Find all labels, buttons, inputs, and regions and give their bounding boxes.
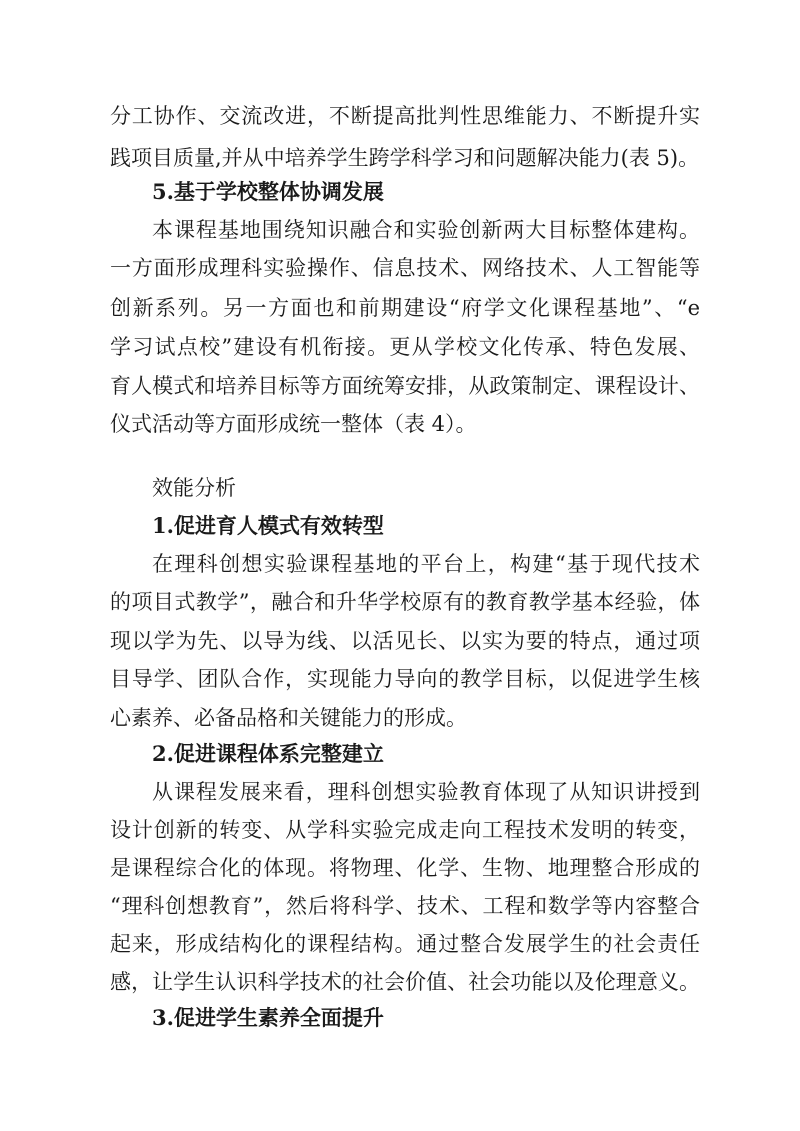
section-heading: 5.基于学校整体协调发展 bbox=[152, 179, 384, 204]
paragraph-line: 仪式活动等方面形成统一整体（表 4）。 bbox=[110, 412, 477, 436]
paragraph-line: 本课程基地围绕知识融合和实验创新两大目标整体建构。 bbox=[152, 218, 700, 242]
paragraph-line: 心素养、必备品格和关键能力的形成。 bbox=[110, 706, 467, 730]
paragraph-line: “理科创想教育”，然后将科学、技术、工程和数学等内容整合 bbox=[110, 894, 700, 918]
paragraph-line: 一方面形成理科实验操作、信息技术、网络技术、人工智能等 bbox=[110, 256, 700, 280]
paragraph-line: 起来，形成结构化的课程结构。通过整合发展学生的社会责任 bbox=[110, 932, 700, 956]
paragraph-line: 从课程发展来看，理科创想实验教育体现了从知识讲授到 bbox=[152, 780, 700, 804]
paragraph-line: 目导学、团队合作，实现能力导向的教学目标，以促进学生核 bbox=[110, 667, 700, 691]
section-heading: 3.促进学生素养全面提升 bbox=[152, 1005, 384, 1030]
paragraph-line: 设计创新的转变、从学科实验完成走向工程技术发明的转变， bbox=[110, 818, 700, 842]
paragraph-line: 感，让学生认识科学技术的社会价值、社会功能以及伦理意义。 bbox=[110, 970, 700, 994]
section-heading: 1.促进育人模式有效转型 bbox=[152, 513, 384, 538]
section-heading: 2.促进课程体系完整建立 bbox=[152, 741, 384, 766]
paragraph-line: 分工协作、交流改进，不断提高批判性思维能力、不断提升实 bbox=[110, 104, 700, 128]
paragraph-line: 育人模式和培养目标等方面统筹安排，从政策制定、课程设计、 bbox=[110, 374, 700, 398]
paragraph-line: 的项目式教学”，融合和升华学校原有的教育教学基本经验，体 bbox=[110, 590, 700, 614]
paragraph-line: 是课程综合化的体现。将物理、化学、生物、地理整合形成的 bbox=[110, 856, 700, 880]
paragraph-line: 创新系列。另一方面也和前期建设“府学文化课程基地”、“e bbox=[110, 296, 700, 320]
paragraph-line: 现以学为先、以导为线、以活见长、以实为要的特点，通过项 bbox=[110, 629, 700, 653]
section-title: 效能分析 bbox=[152, 476, 236, 500]
paragraph-line: 践项目质量,并从中培养学生跨学科学习和问题解决能力(表 5)。 bbox=[110, 146, 700, 170]
paragraph-line: 在理科创想实验课程基地的平台上，构建“基于现代技术 bbox=[152, 552, 700, 576]
paragraph-line: 学习试点校”建设有机衔接。更从学校文化传承、特色发展、 bbox=[110, 335, 700, 359]
